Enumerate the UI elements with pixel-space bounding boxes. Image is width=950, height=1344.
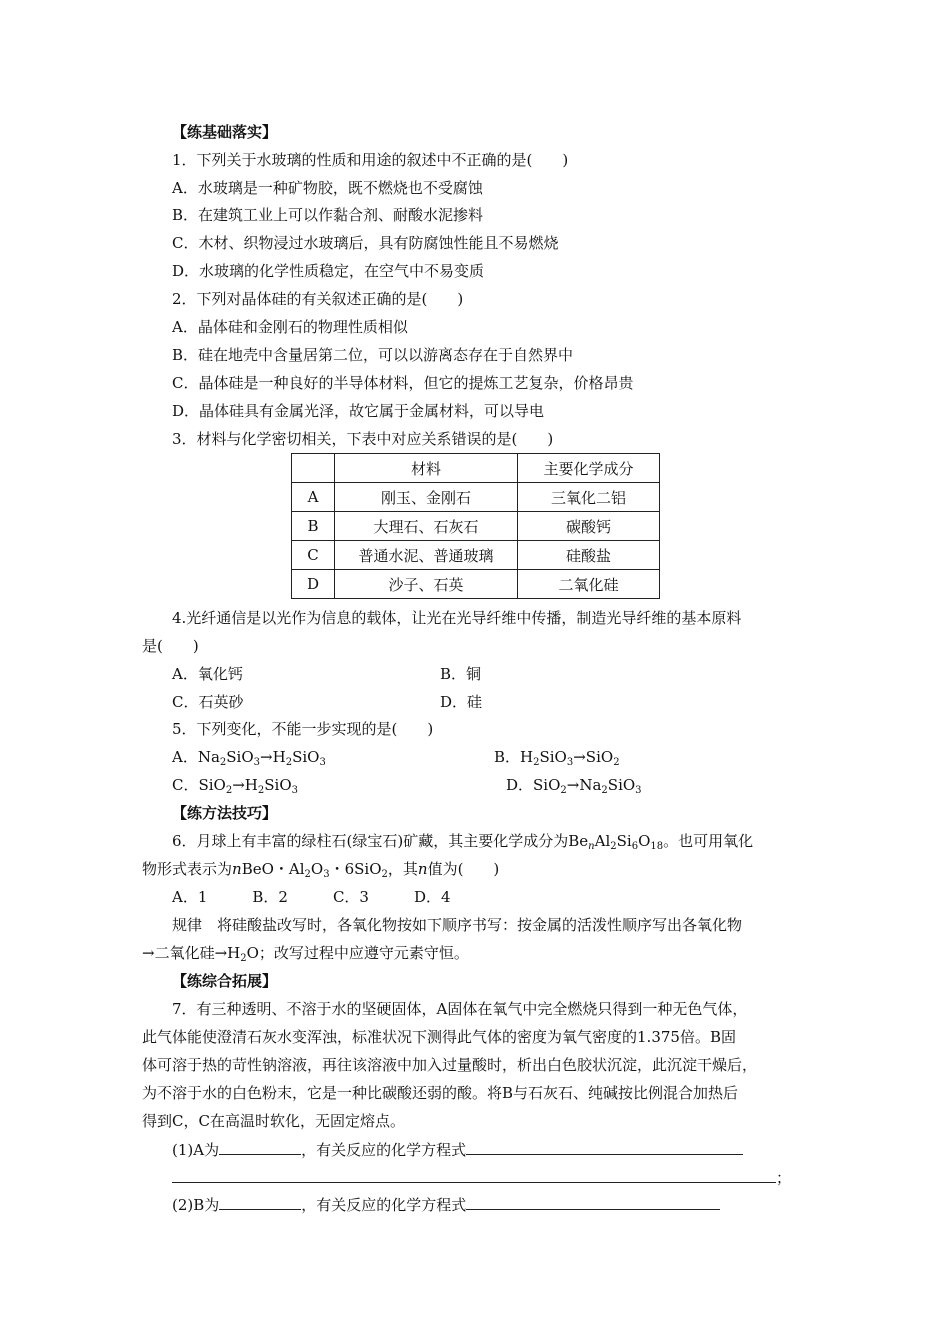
table-header-cell: [292, 454, 335, 483]
table-cell: 硅酸盐: [518, 541, 660, 570]
q4-option-d: D．硅: [440, 693, 483, 711]
q7-part2: (2)B为 ，有关反应的化学方程式: [172, 1194, 720, 1215]
table-row: [292, 483, 660, 512]
table-header-row: [292, 454, 660, 483]
table-cell: 二氧化硅: [518, 570, 660, 599]
q6-rule-continued: →二氧化硅$\to H_2O$；改写过程中应遵守元素守恒。: [142, 944, 469, 964]
section-heading-extension: 【练综合拓展】: [172, 972, 278, 990]
answer-blank[interactable]: [466, 1139, 743, 1155]
q4-stem: 4.光纤通信是以光作为信息的载体，让光在光导纤维中传播，制造光导纤维的基本原料: [172, 609, 742, 627]
q1-option-d: D．水玻璃的化学性质稳定，在空气中不易变质: [172, 262, 485, 280]
q7-text-line: 此气体能使澄清石灰水变浑浊，标准状况下测得此气体的密度为氧气密度的1.375倍。B固: [142, 1028, 736, 1046]
q6-rule: 规律 将硅酸盐改写时，各氧化物按如下顺序书写：按金属的活泼性顺序写出各氧化物: [172, 916, 743, 934]
q4-stem-continued: 是( ): [142, 637, 199, 655]
materials-table: [291, 453, 660, 599]
table-cell: 碳酸钙: [518, 512, 660, 541]
table-cell: C: [292, 541, 335, 570]
q5-option-a: A．$Na_2SiO_3\to H_2SiO_3$: [172, 748, 326, 768]
table-row: [292, 541, 660, 570]
q1-stem: 1．下列关于水玻璃的性质和用途的叙述中不正确的是( ): [172, 151, 569, 169]
table-cell: 大理石、石灰石: [335, 512, 518, 541]
table-row: [292, 512, 660, 541]
q2-stem: 2．下列对晶体硅的有关叙述正确的是( ): [172, 290, 464, 308]
q4-option-a: A．氧化钙: [172, 665, 243, 683]
table-cell: B: [292, 512, 335, 541]
q2-option-c: C．晶体硅是一种良好的半导体材料，但它的提炼工艺复杂，价格昂贵: [172, 374, 634, 392]
q7-text-line: 为不溶于水的白色粉末，它是一种比碳酸还弱的酸。将B与石灰石、纯碱按比例混合加热后: [142, 1084, 739, 1102]
q4-option-c: C．石英砂: [172, 693, 244, 711]
q5-option-c: C．$SiO_2\to H_2SiO_3$: [172, 776, 299, 796]
q5-stem: 5．下列变化，不能一步实现的是( ): [172, 720, 434, 738]
section-heading-basic: 【练基础落实】: [172, 123, 278, 141]
answer-blank[interactable]: [219, 1139, 301, 1155]
q7-part1-continued: ；: [172, 1167, 791, 1188]
q5-option-b: B．$H_2SiO_3\to SiO_2$: [494, 748, 620, 768]
table-cell: 沙子、石英: [335, 570, 518, 599]
q1-option-c: C．木材、织物浸过水玻璃后，具有防腐蚀性能且不易燃烧: [172, 234, 559, 252]
section-heading-methods: 【练方法技巧】: [172, 804, 278, 822]
table-cell: 普通水泥、普通玻璃: [335, 541, 518, 570]
q2-option-b: B．硅在地壳中含量居第二位，可以以游离态存在于自然界中: [172, 346, 574, 364]
q7-text-line: 得到C，C在高温时软化，无固定熔点。: [142, 1112, 405, 1130]
table-cell: A: [292, 483, 335, 512]
q5-option-d: D．$SiO_2\to Na_2SiO_3$: [506, 776, 642, 796]
answer-blank[interactable]: [219, 1194, 301, 1210]
q6-stem-continued: 物形式表示为nBeO・$Al_2O_3$・6SiO$_2$，其n值为( ): [142, 860, 500, 880]
answer-blank[interactable]: [172, 1167, 776, 1183]
table-cell: 刚玉、金刚石: [335, 483, 518, 512]
q6-stem: 6．月球上有丰富的绿柱石(绿宝石)矿藏，其主要化学成分为$Be_nAl_2Si_6O_{18}$。也可用氧化: [172, 832, 754, 852]
q6-options: A．1 B．2 C．3 D．4: [172, 888, 451, 906]
answer-blank[interactable]: [466, 1194, 720, 1210]
table-cell: D: [292, 570, 335, 599]
q3-stem: 3．材料与化学密切相关，下表中对应关系错误的是( ): [172, 430, 554, 448]
table-header-cell: 材料: [335, 454, 518, 483]
table-cell: 三氧化二铝: [518, 483, 660, 512]
q7-text-line: 体可溶于热的苛性钠溶液，再往该溶液中加入过量酸时，析出白色胶状沉淀，此沉淀干燥后，: [142, 1056, 758, 1074]
q7-part1: (1)A为 ，有关反应的化学方程式: [172, 1139, 743, 1160]
q2-option-a: A．晶体硅和金刚石的物理性质相似: [172, 318, 408, 336]
q1-option-a: A．水玻璃是一种矿物胶，既不燃烧也不受腐蚀: [172, 179, 483, 197]
q4-option-b: B．铜: [440, 665, 482, 683]
q1-option-b: B．在建筑工业上可以作黏合剂、耐酸水泥掺料: [172, 206, 484, 224]
table-row: [292, 570, 660, 599]
q7-text-line: 7．有三种透明、不溶于水的坚硬固体，A固体在氧气中完全燃烧只得到一种无色气体，: [172, 1000, 748, 1018]
table-header-cell: 主要化学成分: [518, 454, 660, 483]
q2-option-d: D．晶体硅具有金属光泽，故它属于金属材料，可以导电: [172, 402, 545, 420]
